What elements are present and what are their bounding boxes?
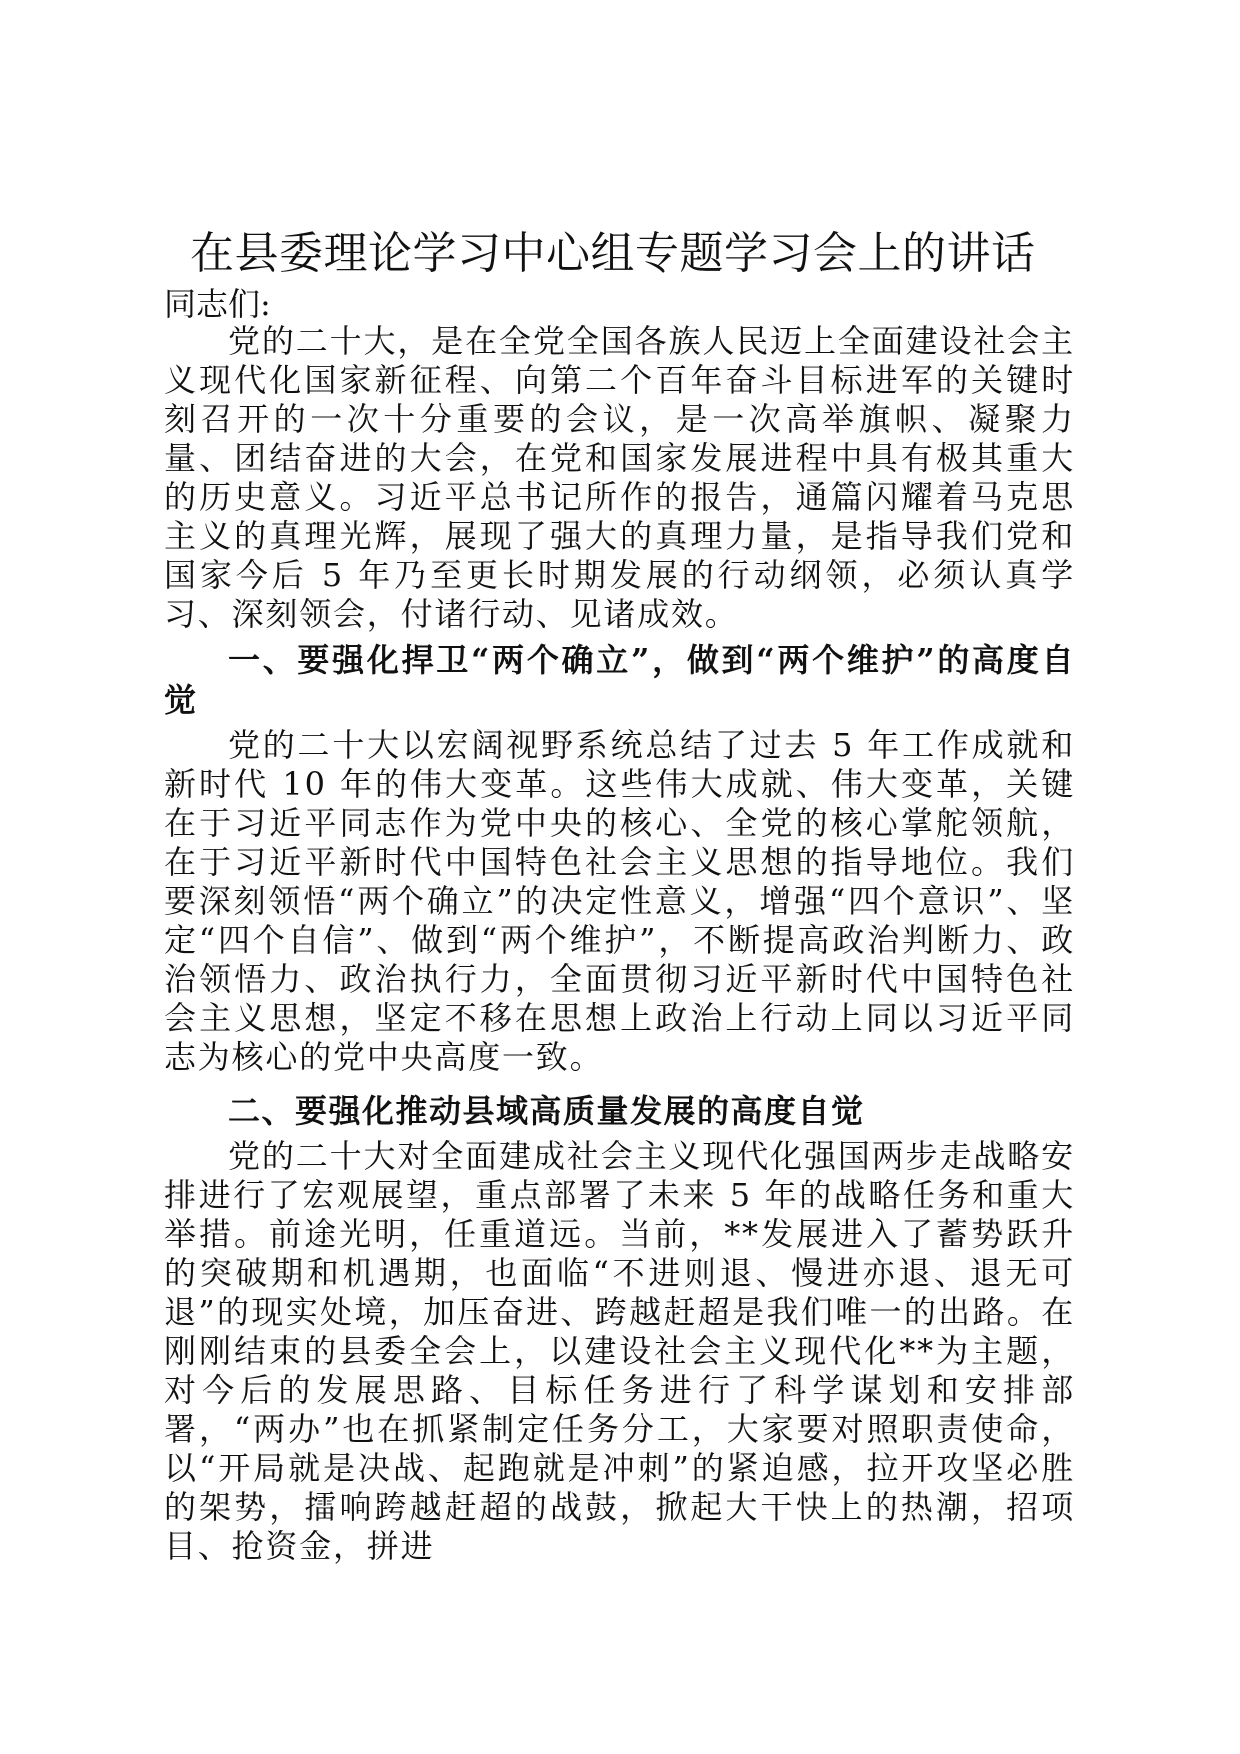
salutation: 同志们: [164,285,271,323]
document-title: 在县委理论学习中心组专题学习会上的讲话 [190,228,1036,279]
section-heading-1: 一、要强化捍卫“两个确立”，做到“两个维护”的高度自觉 [164,641,1075,719]
section-body-1: 党的二十大以宏阔视野系统总结了过去 5 年工作成就和新时代 10 年的伟大变革。这些伟大成就、伟大变革，关键在于习近平同志作为党中央的核心、全党的核心掌舵领航，在于习近平新时代中国特色社会主义思想的指导地位。我们要深刻领悟“两个确立”的决定性意义，增强“四个意识”、坚定“四个自信”、做到“两个维护”，不断提高政治判断力、政治领悟力、政治执行力，全面贯彻习近平新时代中国特色社会主义思想，坚定不移在思想上政治上行动上同以习近平同志为核心的党中央高度一致。 [164,726,1075,1076]
intro-paragraph: 党的二十大，是在全党全国各族人民迈上全面建设社会主义现代化国家新征程、向第二个百年奋斗目标进军的关键时刻召开的一次十分重要的会议，是一次高举旗帜、凝聚力量、团结奋进的大会，在党和国家发展进程中具有极其重大的历史意义。习近平总书记所作的报告，通篇闪耀着马克思主义的真理光辉，展现了强大的真理力量，是指导我们党和国家今后 5 年乃至更长时期发展的行动纲领，必须认真学习、深刻领会，付诸行动、见诸成效。 [164,322,1075,633]
spacer [164,1077,1075,1091]
section-body-2: 党的二十大对全面建成社会主义现代化强国两步走战略安排进行了宏观展望，重点部署了未来 5 年的战略任务和重大举措。前途光明，任重道远。当前，**发展进入了蓄势跃升的突破期和机遇期，也面临“不进则退、慢进亦退、退无可退”的现实处境，加压奋进、跨越赶超是我们唯一的出路。在刚刚结束的县委全会上，以建设社会主义现代化**为主题，对今后的发展思路、目标任务进行了科学谋划和安排部署，“两办”也在抓紧制定任务分工，大家要对照职责使命，以“开局就是决战、起跑就是冲刺”的紧迫感，拉开攻坚必胜的架势，擂响跨越赶超的战鼓，掀起大干快上的热潮，招项目、抢资金，拼进 [164,1137,1075,1565]
document-body [164,222,1075,1566]
section-heading-2: 二、要强化推动县域高质量发展的高度自觉 [228,1092,865,1130]
